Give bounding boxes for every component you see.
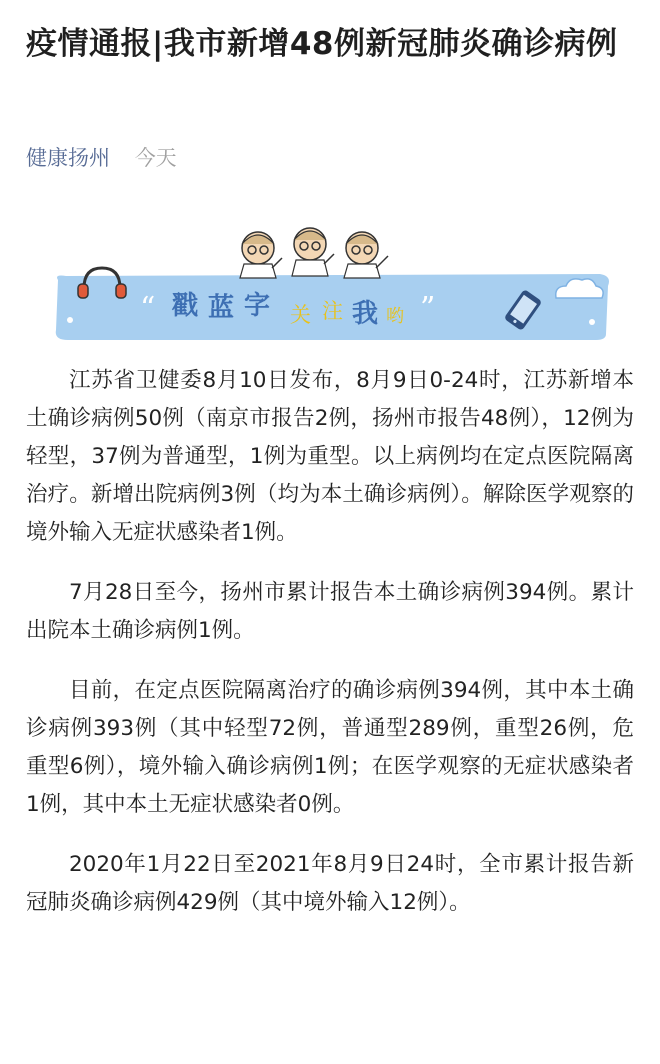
banner-char: 字 — [244, 291, 271, 321]
follow-banner-graphic — [40, 222, 620, 346]
article-body — [26, 362, 634, 944]
body-paragraph: 2020年1月22日至2021年8月9日24时，全市累计报告新冠肺炎确诊病例429例（其中境外输入12例）。 — [26, 852, 634, 915]
follow-banner[interactable] — [40, 222, 620, 346]
banner-char: 蓝 — [208, 293, 235, 323]
body-paragraph: 江苏省卫健委8月10日发布，8月9日0-24时，江苏新增本土确诊病例50例（南京市报告2例，扬州市报告48例），12例为轻型，37例为普通型，1例为重型。以上病例均在定点医院隔离治疗。新增出院病例3例（均为本土确诊病例）。解除医学观察的境外输入无症状感染者1例。 — [26, 368, 634, 545]
article-title: 疫情通报|我市新增48例新冠肺炎确诊病例 — [26, 26, 618, 62]
cartoon-elder-1 — [240, 232, 282, 278]
banner-char: 我 — [352, 299, 379, 329]
article-meta — [26, 142, 177, 174]
publish-date: 今天 — [134, 146, 177, 170]
banner-quote-open: “ — [140, 291, 156, 326]
cartoon-elder-2 — [292, 228, 334, 276]
banner-char: 关 — [290, 303, 311, 327]
banner-quote-close: ” — [420, 291, 436, 326]
banner-char: 戳 — [172, 291, 199, 321]
banner-char: 注 — [322, 299, 343, 323]
decor-dot — [67, 317, 73, 323]
decor-dot — [589, 319, 595, 325]
account-name-link[interactable]: 健康扬州 — [26, 146, 110, 170]
body-paragraph: 7月28日至今，扬州市累计报告本土确诊病例394例。累计出院本土确诊病例1例。 — [26, 580, 634, 643]
body-paragraph: 目前，在定点医院隔离治疗的确诊病例394例，其中本土确诊病例393例（其中轻型72例，普通型289例，重型26例，危重型6例），境外输入确诊病例1例；在医学观察的无症状感染者1例，其中本土无症状感染者0例。 — [26, 678, 634, 817]
banner-char: 哟 — [386, 306, 404, 327]
cartoon-elder-3 — [344, 232, 388, 278]
